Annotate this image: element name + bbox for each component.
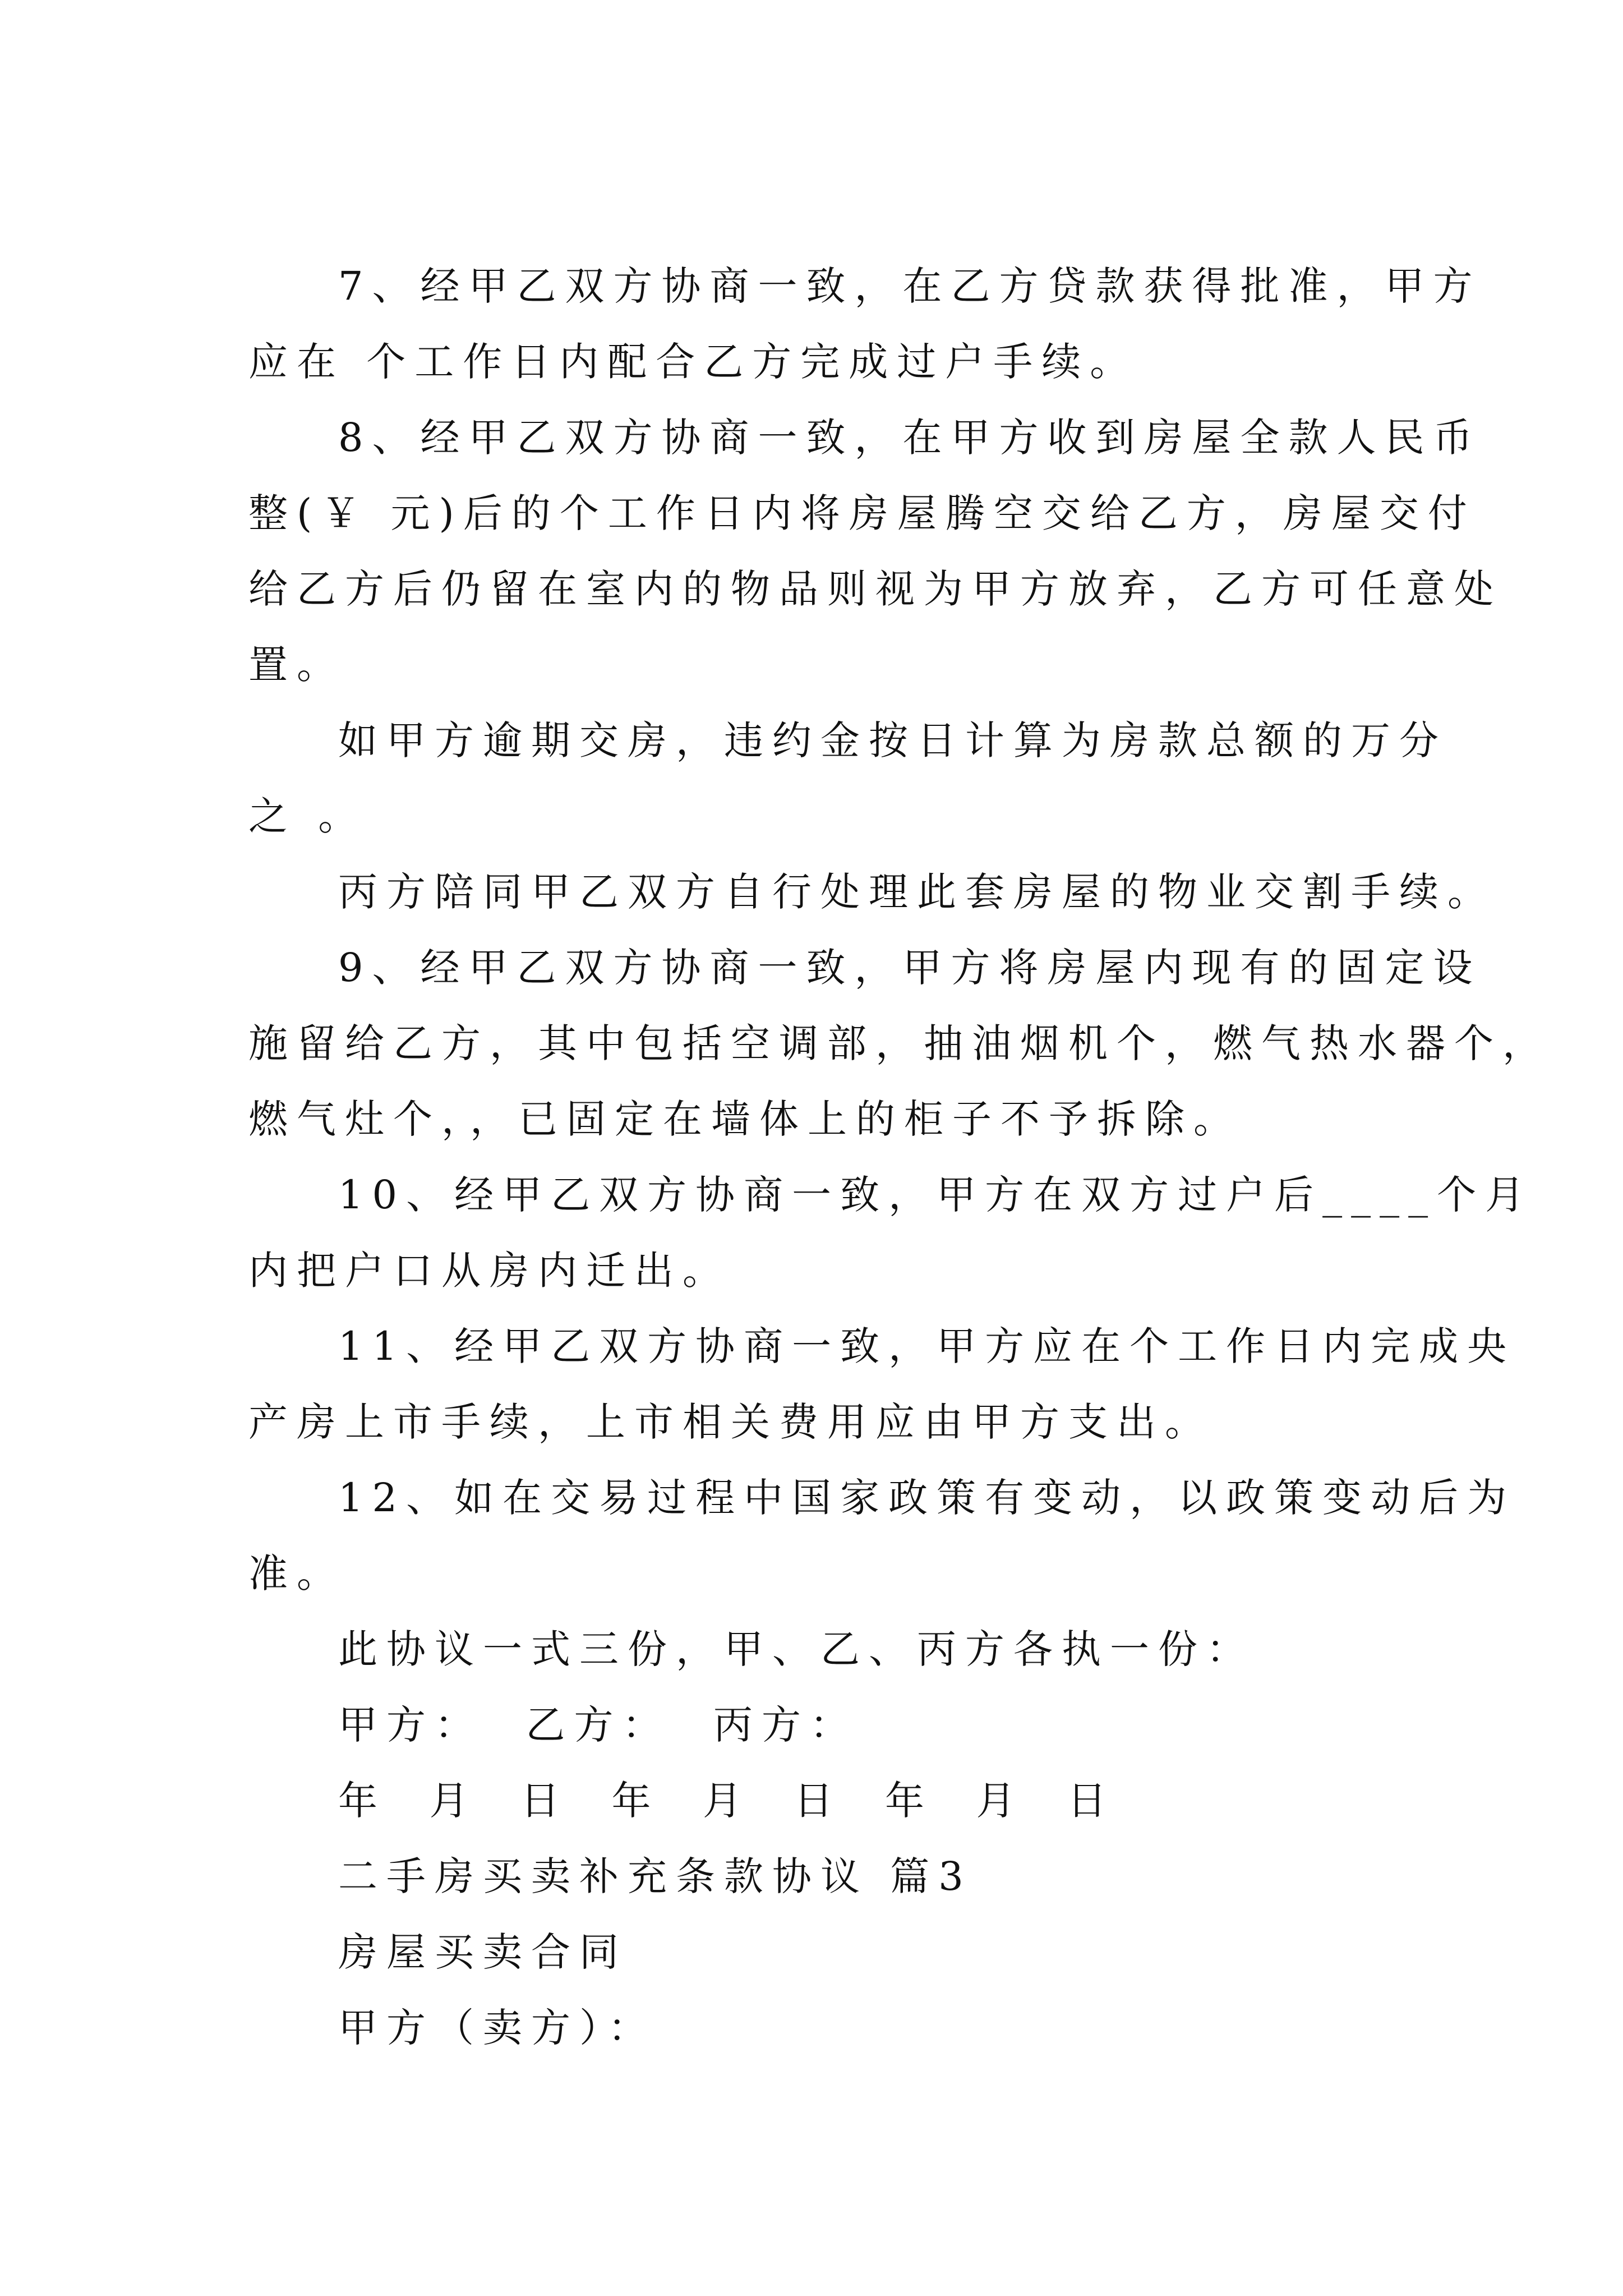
text-line: 施留给乙方，其中包括空调部，抽油烟机个，燃气热水器个，	[248, 1020, 1551, 1066]
text-line: 燃气灶个，，已固定在墙体上的柜子不予拆除。	[248, 1096, 1242, 1142]
text-line: 置。	[248, 642, 345, 688]
text-line: 12、如在交易过程中国家政策有变动，以政策变动后为	[338, 1475, 1516, 1521]
text-line: 产房上市手续，上市相关费用应由甲方支出。	[248, 1399, 1213, 1445]
text-line: 11、经甲乙双方协商一致，甲方应在个工作日内完成央	[338, 1323, 1516, 1369]
text-line: 整(￥ 元)后的个工作日内将房屋腾空交给乙方，房屋交付	[248, 490, 1476, 536]
text-line: 此协议一式三份，甲、乙、丙方各执一份：	[338, 1626, 1255, 1672]
text-line: 8、经甲乙双方协商一致，在甲方收到房屋全款人民币	[338, 415, 1482, 461]
text-line: 甲方： 乙方： 丙方：	[338, 1702, 859, 1748]
text-line: 应在 个工作日内配合乙方完成过户手续。	[248, 339, 1138, 385]
text-line: 房屋买卖合同	[338, 1929, 628, 1975]
text-line: 甲方（卖方）：	[338, 2005, 656, 2051]
text-line: 内把户口从房内迁出。	[248, 1248, 731, 1294]
text-line: 给乙方后仍留在室内的物品则视为甲方放弃，乙方可任意处	[248, 566, 1502, 612]
text-line: 7、经甲乙双方协商一致，在乙方贷款获得批准，甲方	[338, 263, 1482, 309]
text-line: 准。	[248, 1550, 345, 1596]
text-line: 如甲方逾期交房，违约金按日计算为房款总额的万分	[338, 717, 1447, 763]
text-line: 10、经甲乙双方协商一致，甲方在双方过户后____个月	[338, 1172, 1534, 1218]
text-line: 年 月 日 年 月 日 年 月 日	[338, 1778, 1116, 1824]
text-line: 二手房买卖补充条款协议 篇3	[338, 1853, 972, 1899]
text-line: 丙方陪同甲乙双方自行处理此套房屋的物业交割手续。	[338, 869, 1496, 915]
text-line: 9、经甲乙双方协商一致，甲方将房屋内现有的固定设	[338, 945, 1482, 991]
text-line: 之 。	[248, 793, 367, 839]
